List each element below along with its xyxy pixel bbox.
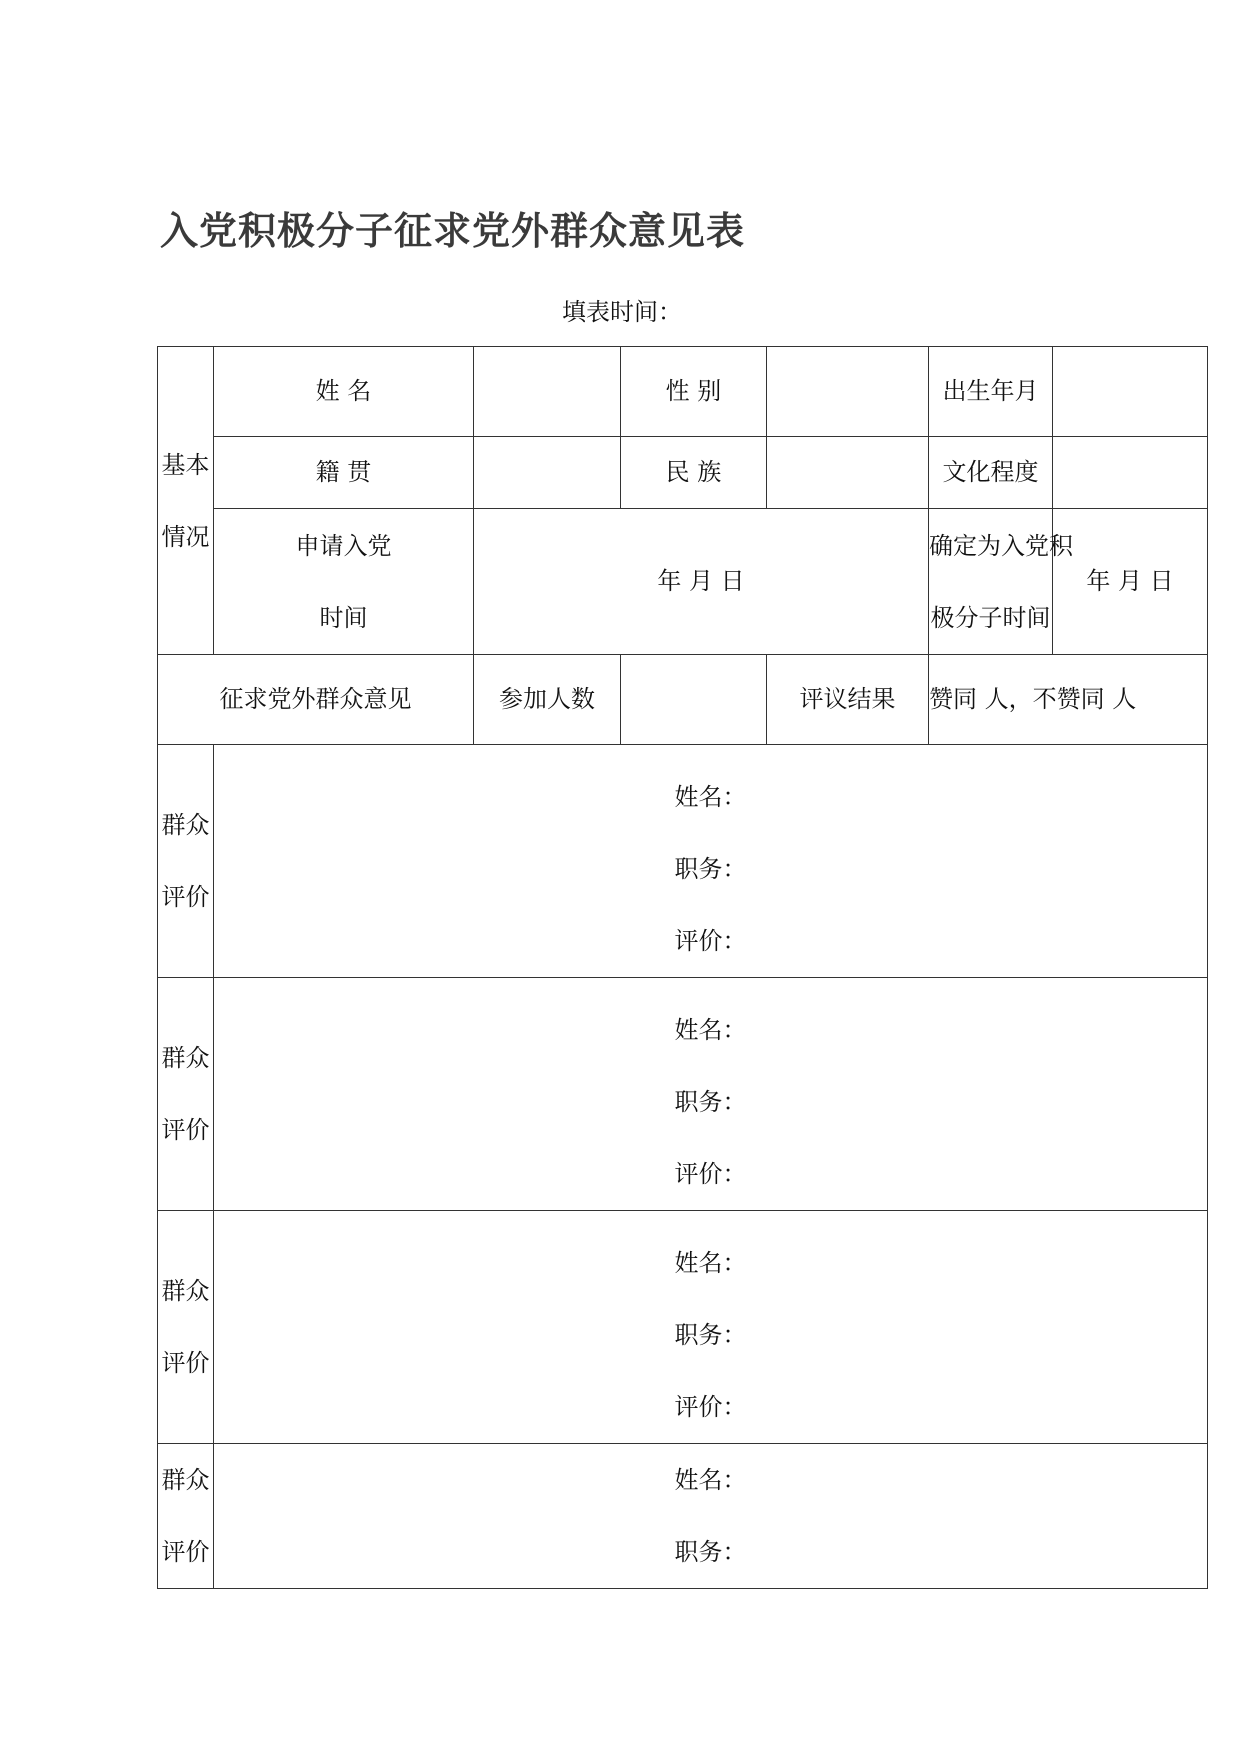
form-title: 入党积极分子征求党外群众意见表 [160,209,746,253]
basic-label-line-2: 情况 [161,522,210,551]
basic-row-1 [158,347,1208,437]
basic-label-line-1: 基本 [161,450,210,479]
evaluation-comment-field: 评价： [674,1393,747,1421]
evaluation-side-line-1: 群众 [161,811,210,839]
name-label: 姓 名 [214,347,474,437]
evaluation-name-field: 姓名： [674,1249,747,1277]
native-place-field[interactable] [474,437,621,509]
evaluation-content[interactable] [214,978,1208,1211]
evaluation-side-label [158,1444,214,1589]
gender-label: 性 别 [621,347,767,437]
evaluation-side-label [158,745,214,978]
opinion-row [158,655,1208,745]
evaluation-side-line-2: 评价 [161,883,210,911]
basic-row-2 [158,437,1208,509]
birth-field[interactable] [1053,347,1208,437]
name-field[interactable] [474,347,621,437]
evaluation-title-field: 职务： [674,1538,747,1566]
birth-label: 出生年月 [929,347,1053,437]
evaluation-title-field: 职务： [674,855,747,883]
evaluation-name-field: 姓名： [674,1466,747,1494]
evaluation-comment-field: 评价： [674,1160,747,1188]
participants-label: 参加人数 [474,655,621,745]
evaluation-content[interactable] [214,1211,1208,1444]
basic-row-3 [158,509,1208,655]
education-field[interactable] [1053,437,1208,509]
evaluation-side-line-1: 群众 [161,1277,210,1305]
evaluation-title-field: 职务： [674,1088,747,1116]
evaluation-side-label [158,1211,214,1444]
education-label: 文化程度 [929,437,1053,509]
evaluation-row-1 [158,745,1208,978]
evaluation-row-2 [158,978,1208,1211]
apply-time-label-line-1: 申请入党 [295,531,392,560]
native-place-label: 籍 贯 [214,437,474,509]
result-field[interactable]: 赞同 人，不赞同 人 [929,655,1208,745]
activist-time-label-line-1: 确定为入党积 [929,531,1073,560]
apply-date-field[interactable]: 年 月 日 [474,509,929,655]
activist-time-label-line-2: 极分子时间 [930,603,1051,632]
evaluation-content[interactable] [214,745,1208,978]
participants-field[interactable] [621,655,767,745]
evaluation-side-line-2: 评价 [161,1538,210,1566]
result-label: 评议结果 [767,655,929,745]
apply-time-label-line-2: 时间 [319,603,368,632]
evaluation-side-line-1: 群众 [161,1466,210,1494]
opinion-label: 征求党外群众意见 [158,655,474,745]
ethnicity-label: 民 族 [621,437,767,509]
evaluation-side-line-2: 评价 [161,1349,210,1377]
evaluation-row-3 [158,1211,1208,1444]
gender-field[interactable] [767,347,929,437]
evaluation-row-4 [158,1444,1208,1589]
activist-date-field[interactable]: 年 月 日 [1053,509,1208,655]
activist-time-label [929,509,1073,655]
evaluation-content[interactable] [214,1444,1208,1589]
basic-section-label [158,347,214,655]
evaluation-side-label [158,978,214,1211]
opinion-form-table [157,346,1208,1589]
ethnicity-field[interactable] [767,437,929,509]
fill-time-label: 填表时间： [562,298,682,326]
evaluation-comment-field: 评价： [674,927,747,955]
evaluation-name-field: 姓名： [674,783,747,811]
evaluation-side-line-2: 评价 [161,1116,210,1144]
evaluation-title-field: 职务： [674,1321,747,1349]
evaluation-side-line-1: 群众 [161,1044,210,1072]
evaluation-name-field: 姓名： [674,1016,747,1044]
apply-time-label [214,509,474,655]
